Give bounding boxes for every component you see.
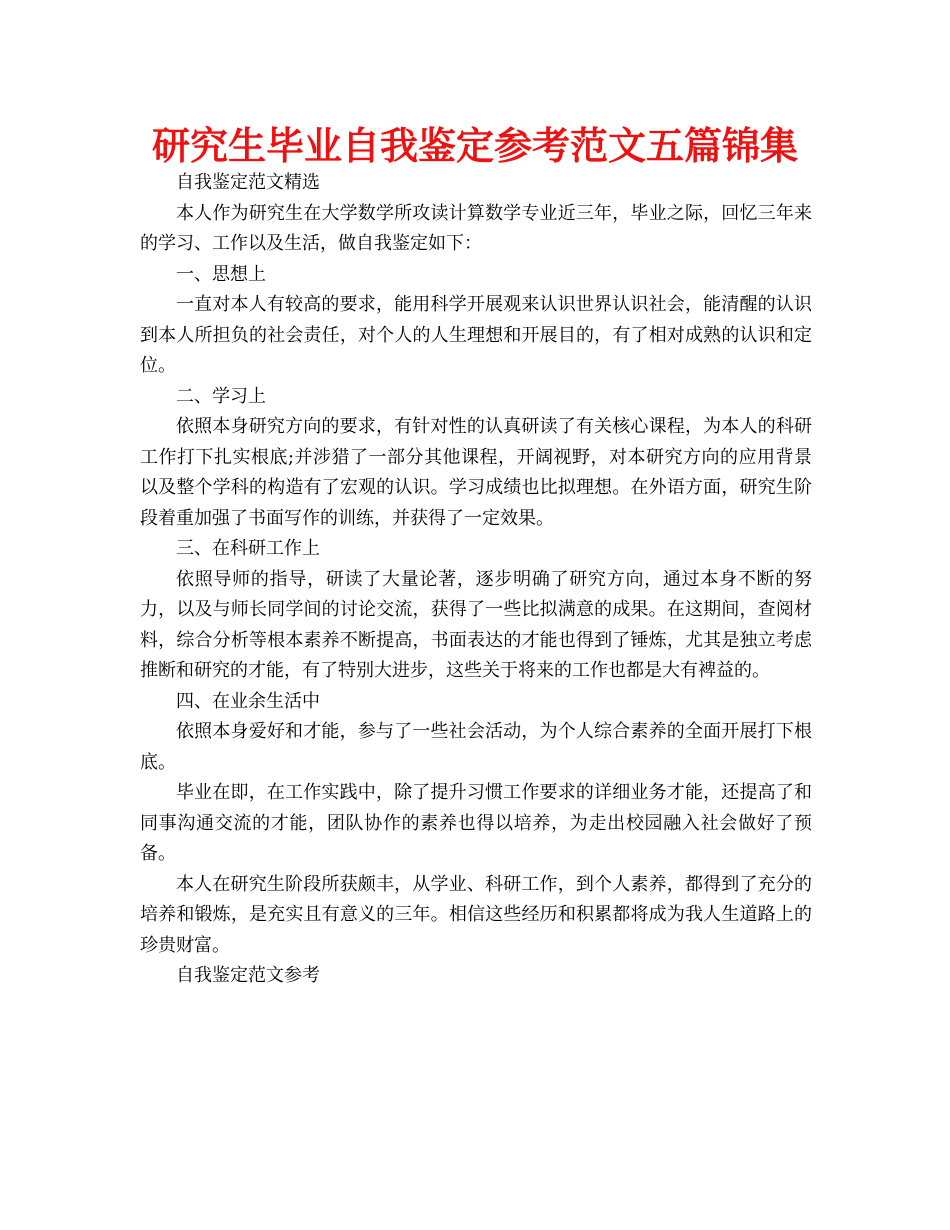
paragraph-graduation: 毕业在即，在工作实践中，除了提升习惯工作要求的详细业务才能，还提高了和同事沟通交流的才能，团队协作的素养也得以培养，为走出校园融入社会做好了预备。 [140,782,812,864]
paragraph-intro: 本人作为研究生在大学数学所攻读计算数学专业近三年，毕业之际，回忆三年来的学习、工作以及生活，做自我鉴定如下： [140,202,812,254]
section-subtitle: 自我鉴定范文精选 [176,172,320,193]
heading-leisure: 四、在业余生活中 [176,690,320,712]
document-body [140,168,812,992]
document-title: 研究生毕业自我鉴定参考范文五篇锦集 [151,123,798,168]
paragraph-conclusion: 本人在研究生阶段所获颇丰，从学业、科研工作，到个人素养，都得到了充分的培养和锻炼，是充实且有意义的三年。相信这些经历和积累都将成为我人生道路上的珍贵财富。 [140,873,812,956]
paragraph-study: 依照本身研究方向的要求，有针对性的认真研读了有关核心课程，为本人的科研工作打下扎实根底;并涉猎了一部分其他课程，开阔视野，对本研究方向的应用背景以及整个学科的构造有了宏观的认识。学习成绩也比拟理想。在外语方面，研究生阶段着重加强了书面写作的训练，并获得了一定效果。 [140,416,812,529]
paragraph-research: 依照导师的指导，研读了大量论著，逐步明确了研究方向，通过本身不断的努力，以及与师长同学间的讨论交流，获得了一些比拟满意的成果。在这期间，查阅材料，综合分析等根本素养不断提高，书面表达的才能也得到了锤炼，尤其是独立考虑推断和研究的才能，有了特别大进步，这些关于将来的工作也都是大有裨益的。 [140,568,812,681]
paragraph-leisure: 依照本身爱好和才能，参与了一些社会活动，为个人综合素养的全面开展打下根底。 [140,721,812,773]
paragraph-ideology: 一直对本人有较高的要求，能用科学开展观来认识世界认识社会，能清醒的认识到本人所担负的社会责任，对个人的人生理想和开展目的，有了相对成熟的认识和定位。 [140,294,812,376]
heading-research: 三、在科研工作上 [176,538,320,559]
section-subtitle-reference: 自我鉴定范文参考 [176,965,320,986]
heading-ideology: 一、思想上 [176,263,266,285]
heading-study: 二、学习上 [176,385,266,407]
